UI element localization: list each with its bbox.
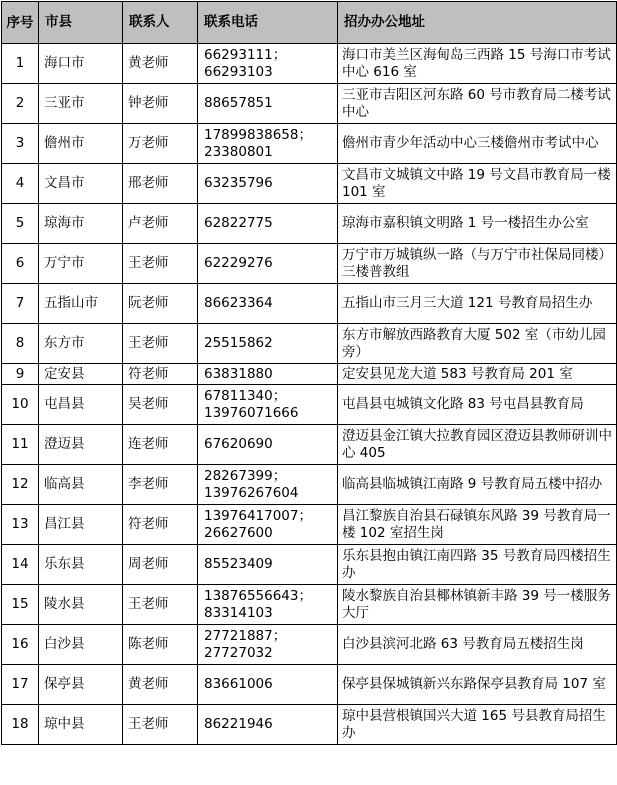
cell-address: 东方市解放西路教育大厦 502 室（市幼儿园旁） [338, 324, 617, 364]
cell-contact: 王老师 [123, 244, 198, 284]
admissions-office-table [1, 1, 617, 745]
cell-address: 屯昌县屯城镇文化路 83 号屯昌县教育局 [338, 385, 617, 425]
cell-city: 海口市 [39, 44, 123, 84]
cell-phone: 85523409 [198, 545, 338, 585]
cell-phone: 88657851 [198, 84, 338, 124]
table-row [2, 204, 617, 244]
cell-phone: 63831880 [198, 364, 338, 385]
cell-city: 万宁市 [39, 244, 123, 284]
cell-contact: 周老师 [123, 545, 198, 585]
cell-contact: 黄老师 [123, 44, 198, 84]
cell-seq: 4 [2, 164, 39, 204]
cell-city: 白沙县 [39, 625, 123, 665]
cell-seq: 14 [2, 545, 39, 585]
table-row [2, 665, 617, 705]
cell-phone: 25515862 [198, 324, 338, 364]
cell-seq: 16 [2, 625, 39, 665]
table-row [2, 425, 617, 465]
cell-seq: 18 [2, 705, 39, 745]
cell-seq: 13 [2, 505, 39, 545]
cell-address: 乐东县抱由镇江南四路 35 号教育局四楼招生办 [338, 545, 617, 585]
cell-seq: 9 [2, 364, 39, 385]
cell-address: 三亚市吉阳区河东路 60 号市教育局二楼考试中心 [338, 84, 617, 124]
cell-city: 乐东县 [39, 545, 123, 585]
cell-address: 儋州市青少年活动中心三楼儋州市考试中心 [338, 124, 617, 164]
table-row [2, 364, 617, 385]
cell-address: 万宁市万城镇纵一路（与万宁市社保局同楼）三楼普教组 [338, 244, 617, 284]
cell-phone: 67620690 [198, 425, 338, 465]
table-row [2, 625, 617, 665]
cell-phone: 63235796 [198, 164, 338, 204]
cell-address: 保亭县保城镇新兴东路保亭县教育局 107 室 [338, 665, 617, 705]
cell-seq: 17 [2, 665, 39, 705]
table-header [2, 2, 617, 44]
cell-contact: 钟老师 [123, 84, 198, 124]
table-row [2, 84, 617, 124]
cell-contact: 连老师 [123, 425, 198, 465]
cell-city: 澄迈县 [39, 425, 123, 465]
cell-contact: 吴老师 [123, 385, 198, 425]
cell-contact: 王老师 [123, 324, 198, 364]
cell-city: 昌江县 [39, 505, 123, 545]
cell-city: 定安县 [39, 364, 123, 385]
table-row [2, 324, 617, 364]
cell-address: 琼海市嘉积镇文明路 1 号一楼招生办公室 [338, 204, 617, 244]
header-phone: 联系电话 [198, 2, 338, 44]
cell-city: 琼海市 [39, 204, 123, 244]
cell-city: 陵水县 [39, 585, 123, 625]
cell-contact: 卢老师 [123, 204, 198, 244]
cell-phone: 62229276 [198, 244, 338, 284]
table-row [2, 244, 617, 284]
cell-phone: 67811340； 13976071666 [198, 385, 338, 425]
table-row [2, 545, 617, 585]
cell-city: 三亚市 [39, 84, 123, 124]
cell-phone: 83661006 [198, 665, 338, 705]
cell-contact: 符老师 [123, 505, 198, 545]
cell-address: 昌江黎族自治县石碌镇东风路 39 号教育局一楼 102 室招生岗 [338, 505, 617, 545]
table-row [2, 705, 617, 745]
table-row [2, 164, 617, 204]
cell-contact: 万老师 [123, 124, 198, 164]
cell-seq: 3 [2, 124, 39, 164]
cell-address: 五指山市三月三大道 121 号教育局招生办 [338, 284, 617, 324]
cell-seq: 1 [2, 44, 39, 84]
cell-phone: 13976417007； 26627600 [198, 505, 338, 545]
cell-contact: 邢老师 [123, 164, 198, 204]
cell-phone: 13876556643； 83314103 [198, 585, 338, 625]
cell-city: 东方市 [39, 324, 123, 364]
cell-city: 琼中县 [39, 705, 123, 745]
header-city: 市县 [39, 2, 123, 44]
table-row [2, 585, 617, 625]
cell-city: 临高县 [39, 465, 123, 505]
header-contact: 联系人 [123, 2, 198, 44]
header-address: 招办办公地址 [338, 2, 617, 44]
cell-city: 屯昌县 [39, 385, 123, 425]
cell-phone: 62822775 [198, 204, 338, 244]
cell-phone: 17899838658； 23380801 [198, 124, 338, 164]
cell-seq: 12 [2, 465, 39, 505]
cell-address: 海口市美兰区海甸岛三西路 15 号海口市考试中心 616 室 [338, 44, 617, 84]
cell-contact: 陈老师 [123, 625, 198, 665]
cell-phone: 86221946 [198, 705, 338, 745]
cell-contact: 符老师 [123, 364, 198, 385]
header-seq: 序号 [2, 2, 39, 44]
cell-address: 文昌市文城镇文中路 19 号文昌市教育局一楼 101 室 [338, 164, 617, 204]
cell-city: 儋州市 [39, 124, 123, 164]
cell-seq: 15 [2, 585, 39, 625]
cell-address: 琼中县营根镇国兴大道 165 号县教育局招生办 [338, 705, 617, 745]
cell-phone: 28267399； 13976267604 [198, 465, 338, 505]
cell-seq: 7 [2, 284, 39, 324]
cell-phone: 86623364 [198, 284, 338, 324]
cell-seq: 2 [2, 84, 39, 124]
cell-address: 澄迈县金江镇大拉教育园区澄迈县教师研训中心 405 [338, 425, 617, 465]
cell-contact: 阮老师 [123, 284, 198, 324]
cell-address: 定安县见龙大道 583 号教育局 201 室 [338, 364, 617, 385]
cell-city: 五指山市 [39, 284, 123, 324]
cell-address: 临高县临城镇江南路 9 号教育局五楼中招办 [338, 465, 617, 505]
cell-contact: 王老师 [123, 585, 198, 625]
table-row [2, 284, 617, 324]
cell-address: 陵水黎族自治县椰林镇新丰路 39 号一楼服务大厅 [338, 585, 617, 625]
cell-contact: 王老师 [123, 705, 198, 745]
table-row [2, 465, 617, 505]
cell-seq: 5 [2, 204, 39, 244]
cell-seq: 6 [2, 244, 39, 284]
cell-contact: 黄老师 [123, 665, 198, 705]
cell-contact: 李老师 [123, 465, 198, 505]
cell-seq: 11 [2, 425, 39, 465]
table-row [2, 44, 617, 84]
cell-phone: 27721887； 27727032 [198, 625, 338, 665]
cell-seq: 8 [2, 324, 39, 364]
table-row [2, 505, 617, 545]
cell-seq: 10 [2, 385, 39, 425]
table-row [2, 124, 617, 164]
cell-city: 保亭县 [39, 665, 123, 705]
cell-address: 白沙县滨河北路 63 号教育局五楼招生岗 [338, 625, 617, 665]
header-row [2, 2, 617, 44]
cell-phone: 66293111； 66293103 [198, 44, 338, 84]
table-row [2, 385, 617, 425]
cell-city: 文昌市 [39, 164, 123, 204]
table-body [2, 44, 617, 745]
